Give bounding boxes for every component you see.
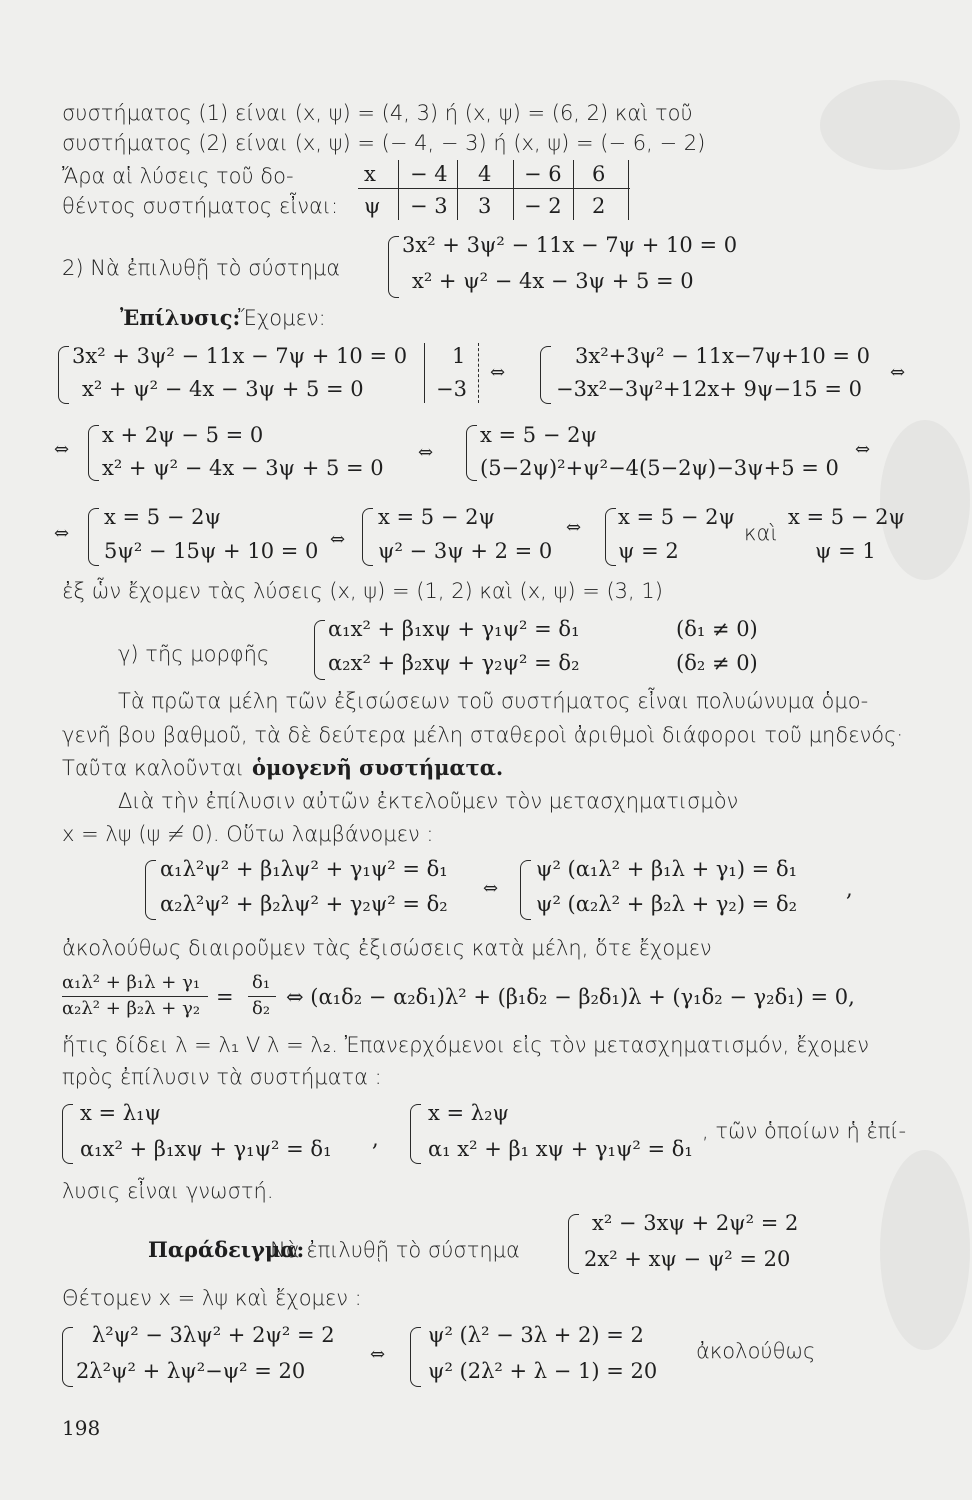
- equation: (5−2ψ)²+ψ²−4(5−2ψ)−3ψ+5 = 0: [480, 456, 839, 480]
- equation: x = λ₂ψ: [428, 1101, 509, 1125]
- text-line: ἀκολούθως: [696, 1339, 816, 1363]
- system-brace: [62, 1327, 73, 1387]
- equation: 3x² + 3ψ² − 11x − 7ψ + 10 = 0: [72, 344, 408, 368]
- text-line: Τὰ πρῶτα μέλη τῶν ἐξισώσεων τοῦ συστήματος εἶναι πολυώνυμα ὁμο-: [118, 689, 869, 713]
- table-cell: 2: [592, 194, 606, 218]
- table-cell: 6: [592, 162, 606, 186]
- text-line: ἀκολούθως διαιροῦμεν τὰς ἐξισώσεις κατὰ μέλη, ὅτε ἔχομεν: [62, 936, 712, 960]
- equation: α₂x² + β₂xψ + γ₂ψ² = δ₂: [328, 651, 580, 675]
- equation: 2x² + xψ − ψ² = 20: [584, 1247, 791, 1271]
- paper-smudge: [880, 1150, 970, 1350]
- text-line: γ) τῆς μορφῆς: [118, 642, 270, 666]
- text-line: γενῆ βου βαθμοῦ, τὰ δὲ δεύτερα μέλη σταθεροὶ ἀριθμοὶ διάφοροι τοῦ μηδενός·: [62, 723, 904, 747]
- fraction-bar: [248, 996, 276, 997]
- text-line: Νὰ ἐπιλυθῇ τὸ σύστημα: [270, 1238, 520, 1262]
- equation: x = 5 − 2ψ: [104, 505, 221, 529]
- table-y-label: ψ: [364, 194, 381, 218]
- equation: x² − 3xψ + 2ψ² = 2: [592, 1211, 799, 1235]
- multiplier: 1: [452, 344, 466, 368]
- equation: α₁x² + β₁xψ + γ₁ψ² = δ₁: [328, 617, 580, 641]
- system-brace: [568, 1214, 579, 1274]
- equation: −3x²−3ψ²+12x+ 9ψ−15 = 0: [556, 377, 862, 401]
- system-brace: [410, 1104, 421, 1164]
- equivalence-arrow: ⇔: [890, 362, 906, 383]
- system-brace: [605, 508, 616, 566]
- equivalence-arrow: ⇔: [418, 442, 434, 463]
- multiplier-rule: [478, 343, 479, 403]
- equation: 2λ²ψ² + λψ²−ψ² = 20: [76, 1359, 306, 1383]
- multiplier: −3: [436, 377, 467, 401]
- fraction-denominator: δ₂: [252, 998, 271, 1019]
- text-line: συστήματος (2) είναι (x, ψ) = (− 4, − 3) ή (x, ψ) = (− 6, − 2): [62, 131, 706, 155]
- table-x-label: x: [364, 162, 376, 186]
- system-brace: [466, 425, 477, 481]
- table-rule: [628, 160, 629, 220]
- equation: λ²ψ² − 3λψ² + 2ψ² = 2: [92, 1323, 335, 1347]
- equivalence-arrow: ⇔: [490, 362, 506, 383]
- system-brace: [314, 620, 325, 680]
- text-line: x = λψ (ψ ≠ 0). Οὕτω λαμβάνομεν :: [62, 822, 434, 846]
- multiplier-rule: [424, 343, 425, 403]
- equivalence-arrow: ⇔: [855, 439, 871, 460]
- system-brace: [58, 346, 69, 404]
- system-brace: [62, 1104, 73, 1164]
- table-cell: 3: [478, 194, 492, 218]
- text-line: Ταῦτα καλοῦνται: [62, 756, 245, 780]
- text-line: , τῶν ὁποίων ἡ ἐπί-: [702, 1119, 907, 1143]
- equivalence-arrow: ⇔: [54, 523, 70, 544]
- equals-sign: =: [216, 985, 234, 1009]
- equation: 3x²+3ψ² − 11x−7ψ+10 = 0: [575, 344, 871, 368]
- equation: x² + ψ² − 4x − 3ψ + 5 = 0: [102, 456, 384, 480]
- system-brace: [540, 346, 551, 404]
- text-line: θέντος συστήματος εἶναι:: [62, 194, 339, 218]
- system-brace: [362, 508, 373, 566]
- fraction-denominator: α₂λ² + β₂λ + γ₂: [62, 998, 201, 1019]
- equivalence-arrow: ⇔: [54, 439, 70, 460]
- table-cell: 4: [478, 162, 492, 186]
- fraction-bar: [62, 996, 208, 997]
- equation: ψ² (α₁λ² + β₁λ + γ₁) = δ₁: [536, 857, 798, 881]
- fraction-numerator: α₁λ² + β₁λ + γ₁: [62, 972, 201, 993]
- equation: α₁x² + β₁xψ + γ₁ψ² = δ₁: [80, 1137, 332, 1161]
- punctuation: ,: [846, 877, 853, 901]
- equation: ψ² (λ² − 3λ + 2) = 2: [428, 1323, 644, 1347]
- equation: x² + ψ² − 4x − 3ψ + 5 = 0: [82, 377, 364, 401]
- equation: 3x² + 3ψ² − 11x − 7ψ + 10 = 0: [402, 233, 738, 257]
- table-cell: − 2: [524, 194, 562, 218]
- example-label: Παράδειγμα:: [148, 1237, 305, 1262]
- page-number: 198: [62, 1416, 101, 1440]
- text-line: ἥτις δίδει λ = λ₁ V λ = λ₂. Ἐπανερχόμενοι εἰς τὸν μετασχηματισμόν, ἔχομεν: [62, 1033, 870, 1057]
- equation: ⇔ (α₁δ₂ − α₂δ₁)λ² + (β₁δ₂ − β₂δ₁)λ + (γ₁δ₂ − γ₂δ₁) = 0,: [286, 985, 855, 1009]
- text-line: πρὸς ἐπίλυσιν τὰ συστήματα :: [62, 1065, 382, 1089]
- system-brace: [388, 236, 399, 298]
- equivalence-arrow: ⇔: [566, 517, 582, 538]
- equation: ψ² − 3ψ + 2 = 0: [378, 539, 553, 563]
- system-brace: [410, 1327, 421, 1387]
- text-line: ἐξ ὧν ἔχομεν τὰς λύσεις (x, ψ) = (1, 2) καὶ (x, ψ) = (3, 1): [62, 579, 663, 603]
- emphasis-text: ὁμογενῆ συστήματα.: [252, 755, 504, 780]
- equation: x = 5 − 2ψ: [788, 505, 905, 529]
- punctuation: ,: [372, 1127, 379, 1151]
- text-line: 2) Νὰ ἐπιλυθῇ τὸ σύστημα: [62, 256, 341, 280]
- equation: x = 5 − 2ψ: [378, 505, 495, 529]
- system-brace: [520, 860, 531, 920]
- equation: ψ² (2λ² + λ − 1) = 20: [428, 1359, 658, 1383]
- text-line: Ἄρα αἱ λύσεις τοῦ δο-: [62, 164, 294, 188]
- equivalence-arrow: ⇔: [370, 1344, 386, 1365]
- equation: x = 5 − 2ψ: [480, 423, 597, 447]
- table-rule: [457, 160, 458, 220]
- table-cell: − 4: [410, 162, 448, 186]
- equation: α₁λ²ψ² + β₁λψ² + γ₁ψ² = δ₁: [160, 857, 448, 881]
- conjunction: καὶ: [744, 521, 778, 545]
- equation: x + 2ψ − 5 = 0: [102, 423, 264, 447]
- table-cell: − 6: [524, 162, 562, 186]
- system-brace: [88, 425, 99, 481]
- table-rule: [573, 160, 574, 220]
- equation: ψ² (α₂λ² + β₂λ + γ₂) = δ₂: [536, 892, 798, 916]
- table-rule: [398, 160, 399, 220]
- text-line: συστήματος (1) είναι (x, ψ) = (4, 3) ή (x, ψ) = (6, 2) καὶ τοῦ: [62, 101, 693, 125]
- condition: (δ₂ ≠ 0): [676, 651, 758, 675]
- equation: 5ψ² − 15ψ + 10 = 0: [104, 539, 319, 563]
- section-label: Ἐπίλυσις:: [120, 305, 241, 330]
- equation: α₁ x² + β₁ xψ + γ₁ψ² = δ₁: [428, 1137, 693, 1161]
- condition: (δ₁ ≠ 0): [676, 617, 758, 641]
- equation: α₂λ²ψ² + β₂λψ² + γ₂ψ² = δ₂: [160, 892, 448, 916]
- system-brace: [88, 508, 99, 566]
- equivalence-arrow: ⇔: [330, 529, 346, 550]
- table-rule: [513, 160, 514, 220]
- equation: x² + ψ² − 4x − 3ψ + 5 = 0: [412, 269, 694, 293]
- text-line: Θέτομεν x = λψ καὶ ἔχομεν :: [62, 1286, 362, 1310]
- text-line: λυσις εἶναι γνωστή.: [62, 1179, 274, 1203]
- equation: ψ = 2: [618, 539, 679, 563]
- equation: x = 5 − 2ψ: [618, 505, 735, 529]
- fraction-numerator: δ₁: [252, 972, 271, 993]
- equivalence-arrow: ⇔: [483, 878, 499, 899]
- system-brace: [145, 860, 156, 920]
- table-cell: − 3: [410, 194, 448, 218]
- paper-smudge: [880, 420, 970, 580]
- text-line: Ἔχομεν:: [238, 306, 326, 330]
- text-line: Διὰ τὴν ἐπίλυσιν αὐτῶν ἐκτελοῦμεν τὸν μετασχηματισμὸν: [118, 789, 739, 813]
- paper-smudge: [820, 80, 960, 170]
- equation: x = λ₁ψ: [80, 1101, 161, 1125]
- equation: ψ = 1: [815, 539, 876, 563]
